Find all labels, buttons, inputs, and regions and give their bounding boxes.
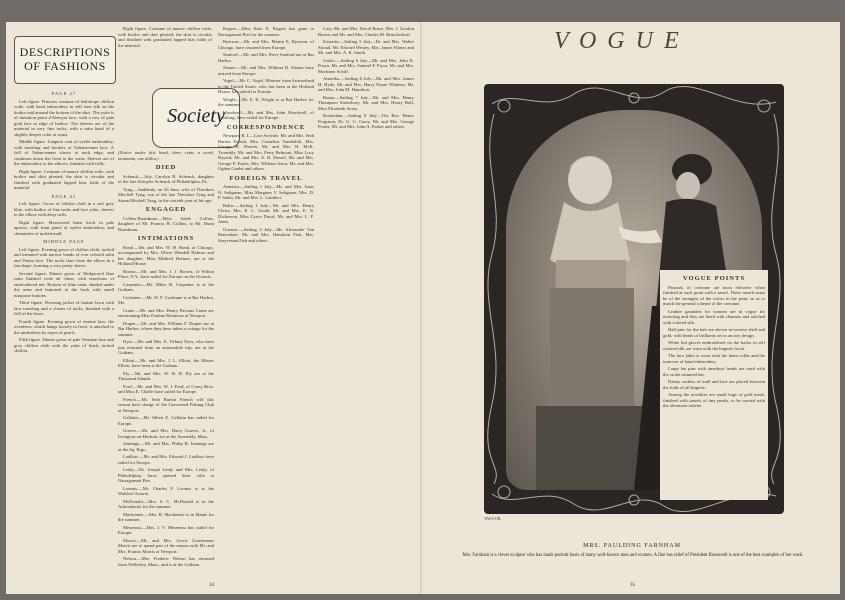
intimation: Laidlaw.—Mr. and Mrs. Edward J. Laidlaw have sailed for Europe. — [118, 454, 214, 465]
intimation: Ford.—Mr. and Mrs. W. J. Ford, of Corey Bros. and Miss E. Chaffe have sailed for Europe. — [118, 383, 214, 394]
right-page — [424, 22, 840, 594]
foreign-paragraph: Cedric.—Sailing 6 July—Mr. and Mrs. John K. Pruyn, Mr. and Mrs. Samuel F. Pryor, Mr. and Mrs. Mortimer Schiff. — [318, 57, 414, 74]
intimation: Sloane.—Mr. and Mrs. William D. Sloane have arrived from Europe. — [218, 65, 314, 76]
page-label-3: MIDDLE PAGE — [43, 239, 85, 244]
intimation: Draper.—Mr. and Mrs. William F. Draper are at Bar Harbor, where they have taken a cottage for the summer. — [118, 320, 214, 337]
vogue-point: Half pins for the hair are shown in tortoise shell and gold, with heads of brilliants set in an airy design. — [663, 327, 765, 338]
intimation: Jennings.—Mr. and Mrs. Philip B. Jennings are at the Sq. Rigs. — [118, 441, 214, 452]
fashion-paragraph: Middle figure. Lingerie coat of eyelet embroidery, with inserting and borders of Valenciennes lace. A frill of Valenciennes shows at neck edge, and continues down the front to the waist. Sleeves are of the embroidery to the elbows, finished with frills. — [14, 139, 114, 166]
intimation: French.—Mr. Seth Barton French will this season have charge of the Gravesend Fishing Club at Newport. — [118, 396, 214, 413]
intimation: Mackenzie.—Mrs. R. Mackenzie is in Maine for the summer. — [118, 511, 214, 522]
banner-title: DESCRIPTIONS OF FASHIONS — [19, 45, 111, 73]
society-column — [118, 150, 214, 569]
column-4 — [318, 26, 414, 132]
caption-body: Mrs. Farnham is a clever sculptor who has made portrait busts of many well-known men and women. A fine bas relief of President Roosevelt is one of the best examples of her work. — [462, 553, 804, 558]
foreign-paragraph: Cary, Mr. and Mrs. David Bruce, Mrs. J. Gordon Brown and Mr. and Mrs. Charles M. Brinckerhoff. — [318, 26, 414, 37]
page-number-left: 34 — [209, 583, 214, 588]
vogue-masthead: VOGUE — [554, 28, 690, 54]
foreign-paragraph: Baltic.—Sailing 1 July—Mr. and Mrs. Henry Clews, Mrs. E. L. Gould, Mr. and Mrs. E. N. Dickerson, Miss Grace Duval, Mr. and Mrs. L. F. Jones. — [218, 202, 314, 224]
fashion-paragraph: Left figure. Evening gown of chiffon cloth, tucked and trimmed with narrow bands of rose colored satin and Venise lace. The tucks flare from the elbow in a fan shape, forming a very pretty sleeve. — [14, 246, 114, 268]
intimation: Dyer.—Mr. and Mrs. E. Tiffany Dyer, who have just returned from an automobile trip, are at the Gotham. — [118, 339, 214, 355]
fashion-paragraph: Left figure. Princess costume of heliotrope chiffon voile, with head embroidery in self tone silk on the bodice and around the bottom of the skirt. The yoke is of imitation point d'Alençon lace, with a row of pale gold lace at edge of bodice. The sleeves are of the material in very fine tucks, with a satin band of a slightly deeper color at waist. — [14, 98, 114, 137]
society-note: (Notice under this head, three cents a word; minimum, one dollar.) — [118, 150, 214, 161]
died-paragraph: Tyng.—Suddenly, on 26 June, wife of Theodore Mitchell Tyng, son of the late Theodore Tyng and Susan Mitchell Tyng, in the sixtieth year of his age. — [118, 186, 214, 203]
intimation: Loomis.—Mr. Charles F. Loomis is at the Waldorf-Astoria. — [118, 485, 214, 496]
intimation: Sanford.—Mr. and Mrs. Perry Sanford are at Bar Harbor. — [218, 52, 314, 63]
page-number-right: 35 — [630, 583, 635, 588]
vogue-point: Leather gauntlets for women are in vogue for motoring and they are lined with chamois and stitched with colored silk. — [663, 308, 765, 325]
correspondence-heading: CORRESPONDENCE — [226, 123, 306, 131]
intimation: Ryerson.—Mr. and Mrs. Martin E. Ryerson, of Chicago, have returned from Europe. — [218, 39, 314, 50]
column-2 — [118, 26, 212, 50]
vogue-points-column — [660, 270, 768, 500]
foreign-paragraph: America.—Sailing 1 July—Mr. and Mrs. Isaac N. Seligman, Miss Margaret V. Seligman, Mrs. D. P. Sabin, Mr. and Mrs. L. Lambert. — [218, 184, 314, 200]
vogue-point: Among the novelties are small bags of gold mesh, finished with tassels of tiny pearls, to be carried with the afternoon toilette. — [663, 392, 765, 408]
page-label-1: PAGE 27 — [51, 91, 77, 96]
fashion-paragraph: Right figure. Costume of mauve chiffon voile, with bodice and skirt pleated; the skirt is circular and finished with graduated lapped bias folds of the material. — [118, 26, 212, 48]
died-paragraph: Schenck.—July, Carolyn B. Schenck, daughter of the late Schuyler Schenck of Philadelphia, Pa. — [118, 173, 214, 184]
intimation: Brown.—Mr. and Mrs. J. J. Brown, of Wilton Place, N.Y., have sailed for Europe on the Oceanic. — [118, 268, 214, 279]
left-page — [6, 22, 420, 594]
intimation: Graves.—Mr. and Mrs. Harry Graves, Jr., of Irvington-on-Hudson, are at the Assembly, Mass. — [118, 428, 214, 439]
caption-title: MRS. PAULDING FARNHAM — [583, 543, 681, 549]
intimation: McDonald.—Mrs. S. C. McDonald is in the Adirondacks for the summer. — [118, 498, 214, 509]
intimation: Mesereau.—Mrs. J. V. Mesereau has sailed for Europe. — [118, 524, 214, 535]
foreign-paragraph: Roma.—Sailing 7 July—Mr. and Mrs. Henry Thompson Stotesbury, Mr. and Mrs. Henry Bull, Miss Elizabeth Avery. — [318, 94, 414, 111]
engaged-paragraph: Collins-Boardman.—Miss Adele Collins, daughter of Mr. Francis H. Collins, to Mr. Dunn Boardman. — [118, 215, 214, 232]
intimations-heading: INTIMATIONS — [137, 235, 195, 242]
intimation: Morris.—Mr. and Mrs. Lewis Gouverneur Morris are to spend part of the season with Mr. and Mrs. Francis Morris at Newport. — [118, 537, 214, 554]
photo-credit: TAVS-OR. — [484, 516, 502, 521]
vogue-point: Dainty sachets of mull and lace are placed between the folds of all lingerie. — [663, 379, 765, 390]
intimation: Rogers.—Miss Kate E. Rogers has gone to Narragansett Pier for the summer. — [218, 26, 314, 37]
intimation: Gallatin.—Mr. Albert E. Gallatin has sailed for Europe. — [118, 415, 214, 426]
intimation: Leidy.—Dr. Joseph Leidy and Mrs. Leidy, of Philadelphia, have opened their villa at Narragansett Pier. — [118, 467, 214, 483]
column-3 — [218, 26, 314, 245]
descriptions-of-fashions-banner — [14, 36, 116, 84]
fashion-paragraph: Left figure. Gown of chiffon cloth in a soft grey blue, with bodice of fine tucks and lace yoke, sleeves to the elbow with deep cuffs. — [14, 201, 114, 217]
intimation: Cochrane.—Mr. W. F. Cochrane is at Bar Harbor, Me. — [118, 294, 214, 305]
fashion-paragraph: Second figure. Dinner gown of Wedgwood blue satin finished voile de chine, with insertions of embroidered net. Bottom of blue satin, shaded under the arms and buttoned in the back with small turquoise buttons. — [14, 270, 114, 298]
vogue-point: White kid gloves embroidered on the backs in self colored silk are worn with the lingerie frock. — [663, 340, 765, 351]
foreign-paragraph: Kaiserin.—Sailing 5 July—Dr. and Mrs. Walter Stroud, Mr. Edward Wesley, Mrs. James Winter and Mr. and Mrs. A. K. Smith. — [318, 39, 414, 55]
vogue-points-heading: VOGUE POINTS — [682, 275, 746, 282]
engaged-heading: ENGAGED — [145, 206, 187, 213]
died-heading: DIED — [155, 164, 177, 171]
intimation: Carpenter.—Mr. Miles B. Carpenter is at the Gotham. — [118, 281, 214, 292]
intimation: Nelson.—Mrs. Frederic Nelson has returned from Wellesley, Mass., and is at the Gotham. — [118, 556, 214, 567]
vogue-point: Parasols of cretonne are most effective when finished at each point with a tassel. These tassels must be of the strongest of the colors in the print, so as to match the general scheme of the cretonne. — [663, 284, 765, 306]
page-label-2: PAGE 41 — [51, 193, 77, 199]
correspondence-paragraph: Newport, R. I.—Lise Arrivals: Mr. and Mrs. Seth Barton French, Mrs. Cornelius Vanderbilt, Mrs. George H. Warren, Mr. and Mrs. H. McK. Twombly, Mr. and Mrs. Perry Belmont, Miss Lucy Bayard, Mr. and Mrs. E. R. Drexel, Mr. and Mrs. George P. Eustis, Mrs. William Astor, Mr. and Mrs. Ogden Goelet and others. — [218, 133, 314, 171]
fashion-paragraph: Third figure. Dressing jacket of batiste lawn with lace inserting and a cluster of tucks, finished with a frill of the lawn. — [14, 300, 114, 316]
intimation: Ely.—Mr. and Mrs. W. H. H. Ely are at the Thousand Islands. — [118, 370, 214, 381]
fashion-column — [14, 88, 114, 356]
foreign-paragraph: Amerika.—Sailing 6 July—Mr. and Mrs. James H. Hyde, Mr. and Mrs. Harry Payne Whitney, Mr. and Mrs. John M. Hamilton. — [318, 76, 414, 92]
intimation: Wright.—Mr. E. K. Wright is at Bar Harbor for the summer. — [218, 96, 314, 107]
intimation: Bond.—Mr. and Mrs. W. H. Bond, of Chicago, accompanied by Mrs. Oliver Wendell Holmes and her daughter, Miss Mildred Holmes, are at the Holland House. — [118, 244, 214, 266]
foreign-paragraph: Rotterdam.—Sailing 8 July—The Rev. Henry Ferguson, Dr. G. G. Curry, Mr. and Mrs. George Foster, Mr. and Mrs. John A. Parker and others. — [318, 113, 414, 129]
vogue-point: The lace jabot is worn with the linen collar and the turnover of hand embroidery. — [663, 353, 765, 364]
fashion-paragraph: Right figure. Costume of mauve chiffon voile, with bodice and skirt pleated; the skirt is circular and finished with graduated lapped bias folds of the material. — [14, 168, 114, 190]
fashion-paragraph: Right figure. Mercerized linen frock in pale apricot, with front panel of eyelet embroidery, and chemisette of tucked mull. — [14, 219, 114, 236]
intimation: Crane.—Mr. and Mrs. Henry Parsons Crane are entertaining Miss Pauline Robinson at Newport. — [118, 307, 214, 318]
intimation: Vogel.—Mr. C. Vogel, Minister from Switzerland to the United States, who has been at the Holland House, has sailed for Europe. — [218, 78, 314, 94]
fashion-paragraph: Fifth figure. Dinner gown of pale Venetian lace and grey chiffon cloth with the yoke of finely tucked chiffon. — [14, 337, 114, 353]
intimation: Elliott.—Mr. and Mrs. J. L. Elliott, the Misses Elliott, have been at the Gotham. — [118, 357, 214, 368]
fashion-paragraph: Fourth figure. Evening gown of ermine lace, the overdress, which hangs loosely in front, is attached to the underdress by ropes of pearls. — [14, 318, 114, 335]
intimation: Woodwell.—Mr. and Mrs. John Woodwell, of Pittsburg, have sailed for Europe. — [218, 109, 314, 120]
society-title: Society — [167, 105, 225, 127]
foreign-paragraph: Oceanic.—Sailing 4 July—Mr. Alexander Van Rensselaer, Mr. and Mrs. Hamilton Fish, Mrs. Stuyvesant Fish and others. — [218, 226, 314, 243]
vogue-point: Large hat pins with amethyst heads are used with the violet trimmed hat. — [663, 366, 765, 377]
foreign-travel-heading: FOREIGN TRAVEL — [229, 174, 303, 182]
